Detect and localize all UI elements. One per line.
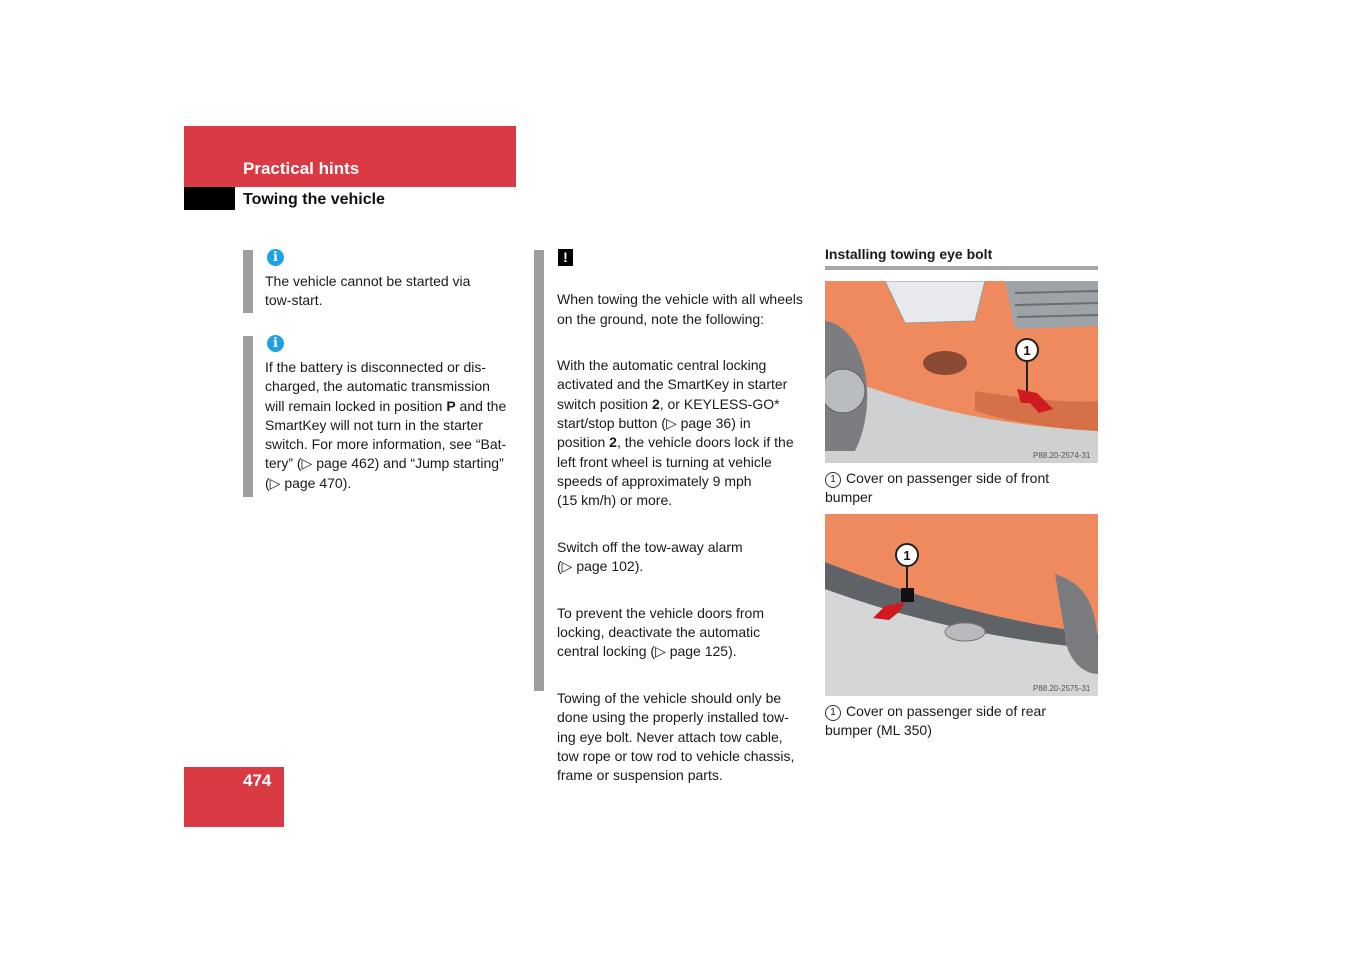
warning-bar bbox=[534, 250, 544, 691]
front-bumper-illustration bbox=[825, 281, 1098, 463]
warning-paragraph: Towing of the vehicle should only be done using the properly installed tow- ing eye bolt. Never attach tow cable, tow rope or tow rod to vehicle chassis, frame or suspension parts. bbox=[557, 689, 795, 784]
figure-caption bbox=[825, 469, 1098, 508]
rear-bumper-illustration bbox=[825, 514, 1098, 696]
caption-text: Cover on passenger side of front bumper bbox=[825, 470, 1050, 506]
warning-paragraph: When towing the vehicle with all wheels on the ground, note the following: bbox=[557, 291, 803, 327]
warning-icon: ! bbox=[558, 249, 573, 266]
info-note-text: If the battery is disconnected or dis- charged, the automatic transmission will remain locked in position P and the SmartKey will not turn in the starter switch. For more information, see “Bat- tery” (▷ page 462) and “Jump starting” (▷ page 470). bbox=[265, 359, 507, 491]
rear-bumper-photo bbox=[825, 514, 1098, 696]
subsection-rule bbox=[825, 266, 1098, 270]
info-icon: i bbox=[267, 249, 284, 266]
page-number: 474 bbox=[243, 771, 272, 790]
section-title: Towing the vehicle bbox=[243, 191, 385, 208]
warning-text bbox=[557, 271, 812, 813]
figure-callout-number: 1 bbox=[903, 548, 911, 563]
warning-paragraph: With the automatic central locking activated and the SmartKey in starter switch position 2, or KEYLESS-GO* start/stop button (▷ page 36) in position 2, the vehicle doors lock if the left front wheel is turning at vehicle speeds of approximately 9 mph (15 km/h) or more. bbox=[557, 357, 794, 509]
figure-reference: P88.20-2574-31 bbox=[1033, 451, 1091, 460]
chapter-title: Practical hints bbox=[243, 159, 360, 178]
figure-caption bbox=[825, 702, 1098, 741]
callout-number-icon: 1 bbox=[825, 705, 841, 721]
warning-paragraph: To prevent the vehicle doors from locking, deactivate the automatic central locking (▷ page 125). bbox=[557, 604, 764, 660]
section-marker bbox=[184, 187, 235, 210]
front-bumper-photo bbox=[825, 281, 1098, 463]
figure-callout-number: 1 bbox=[1023, 343, 1031, 358]
info-icon: i bbox=[267, 335, 284, 352]
warning-paragraph: Switch off the tow-away alarm (▷ page 102). bbox=[557, 538, 743, 575]
note-bar bbox=[243, 336, 253, 497]
info-note-text: The vehicle cannot be started via tow-start. bbox=[265, 273, 471, 309]
note-bar bbox=[243, 250, 253, 313]
caption-text: Cover on passenger side of rear bumper (ML 350) bbox=[825, 703, 1046, 739]
subsection-title: Installing towing eye bolt bbox=[825, 246, 993, 262]
callout-number-icon: 1 bbox=[825, 472, 841, 488]
figure-reference: P88.20-2575-31 bbox=[1033, 684, 1091, 693]
